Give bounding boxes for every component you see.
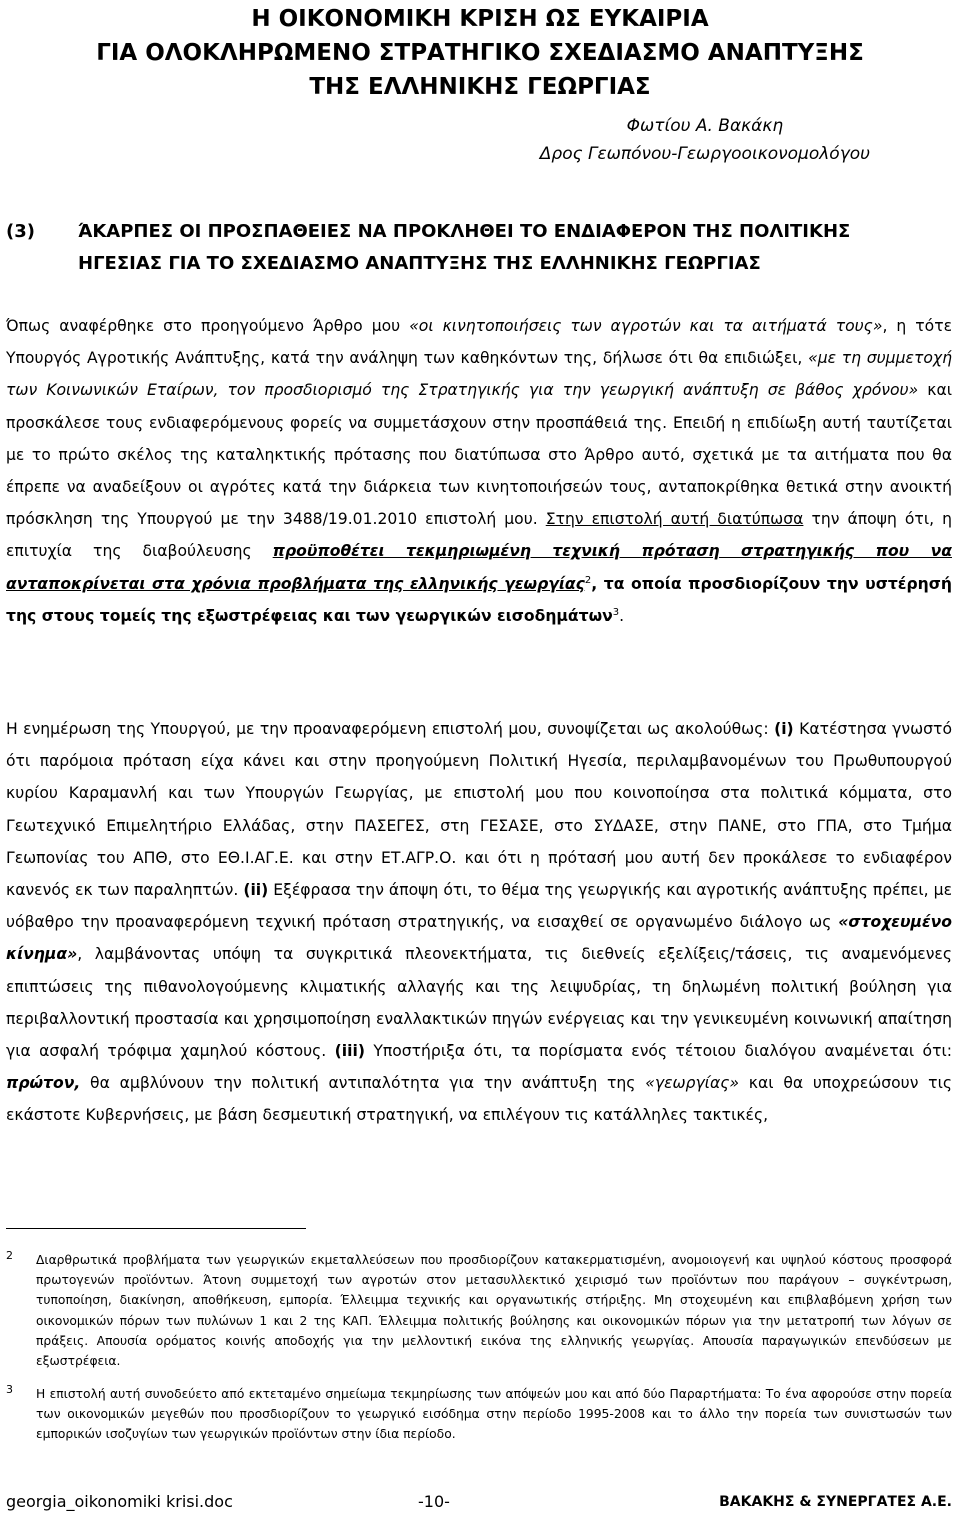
p2-text: , λαμβάνοντας υπόψη τα συγκριτικά πλεονεκτήματα, τις διεθνείς εξελίξεις/τάσεις, τις αναμενόμενες επιπτώσεις της πιθανολογούμενης κλιματικής αλλαγής και της λειψυδρίας, τη δηλωμένη πολιτική βούληση για περιβαλλοντική προστασία και χρησιμοποίηση εναλλακτικών πηγών ενέργειας και την γενικευμένη κοινωνική απαίτηση για ασφαλή τρόφιμα χαμηλού κόστους.	[6, 945, 952, 1061]
footnote-text: Η επιστολή αυτή συνοδεύετο από εκτεταμένο σημείωμα τεκμηρίωσης των απόψεών μου και από δύο Παραρτήματα: Το ένα αφορούσε στην πορεία των οικονομικών μεγεθών που προσδιορίζουν το γεωργικό εισόδημα στην περίοδο 1995-2008 και το άλλο την πορεία των συνιστωσών των εμπορικών ισοζυγίων των γεωργικών προϊόντων στην ίδια περίοδο.	[36, 1387, 952, 1442]
author-role: Δρος Γεωπόνου-Γεωργοοικονομολόγου	[539, 144, 870, 164]
p2-text: Κατέστησα γνωστό ότι παρόμοια πρόταση είχα κάνει και στην προηγούμενη Πολιτική Ηγεσία, περιλαμβανομένων του Πρωθυπουργού κυρίου Καραμανλή και των Υπουργών Γεωργίας, με επιστολή μου που κοινοποίησα στα πολιτικά κόμματα, στο Γεωτεχνικό Επιμελητήριο Ελλάδας, στην ΠΑΣΕΓΕΣ, στη ΓΕΣΑΣΕ, στο ΣΥΔΑΣΕ, στην ΠΑΝΕ, στο ΓΠΑ, στο Τμήμα Γεωπονίας του ΑΠΘ, στο ΕΘ.Ι.ΑΓ.Ε. και στην ΕΤ.ΑΓΡ.Ο. και ότι η πρότασή μου αυτή δεν προκάλεσε το ενδιαφέρον κανενός εκ των παραληπτών.	[6, 720, 952, 900]
title-line-2: ΓΙΑ ΟΛΟΚΛΗΡΩΜΕΝΟ ΣΤΡΑΤΗΓΙΚΟ ΣΧΕΔΙΑΣΜΟ ΑΝΑΠΤΥΞΗΣ	[96, 40, 864, 66]
p1-text: την άποψη ότι, η επιτυχία της διαβούλευσης	[6, 510, 952, 561]
footnote-ref-2[interactable]: 2	[584, 574, 592, 586]
footnote-2	[6, 1250, 952, 1371]
p1-underlined-text: Στην επιστολή αυτή διατύπωσα	[545, 510, 804, 529]
p2-text: και θα υποχρεώσουν τις εκάστοτε Κυβερνήσεις, με βάση δεσμευτική στρατηγική, να επιλέγουν τις κατάλληλες τακτικές,	[6, 1074, 953, 1125]
section-heading	[6, 216, 930, 280]
title-line-1: Η ΟΙΚΟΝΟΜΙΚΗ ΚΡΙΣΗ ΩΣ ΕΥΚΑΙΡΙΑ	[251, 6, 709, 32]
footer-filename: georgia_oikonomiki krisi.doc	[6, 1492, 233, 1511]
p1-text: , η τότε Υπουργός Αγροτικής Ανάπτυξης, κατά την ανάληψη των καθηκόντων της, δήλωσε ότι θα επιδιώξει,	[6, 317, 953, 368]
p2-text: Υποστήριξα ότι, τα πορίσματα ενός τέτοιου διαλόγου αναμένεται ότι:	[364, 1042, 952, 1061]
p1-quote-article: «οι κινητοποιήσεις των αγροτών και τα αιτήματά τους»	[409, 317, 883, 335]
page-footer	[6, 1492, 952, 1518]
p1-text: Όπως αναφέρθηκε στο προηγούμενο Άρθρο μου	[6, 317, 410, 335]
p1-quote-minister: «με τη συμμετοχή των Κοινωνικών Εταίρων, τον προσδιορισμό της Στρατηγικής για την γεωργική ανάπτυξη σε βάθος χρόνου»	[6, 349, 952, 400]
footer-company: ΒΑΚΑΚΗΣ & ΣΥΝΕΡΓΑΤΕΣ Α.Ε.	[719, 1494, 952, 1510]
p2-text: Η ενημέρωση της Υπουργού, με την προαναφερόμενη επιστολή μου, συνοψίζεται ως ακολούθως:	[6, 720, 775, 738]
p2-emphasis: πρώτον,	[6, 1074, 81, 1093]
footnote-separator	[6, 1228, 306, 1229]
p2-emphasis: «στοχευμένο κίνημα»	[6, 913, 952, 964]
p1-text: .	[619, 606, 625, 625]
p1-text: και προσκάλεσε τους ενδιαφερόμενους φορείς να συμμετάσχουν στην προσπάθειά της. Επειδή η επιδίωξη αυτή ταυτίζεται με το πρώτο σκέλος της καταληκτικής πρότασης που διατύπωσα στο Άρθρο αυτό, σχετικά με τα αιτήματα που θα έπρεπε να αναδείξουν οι αγρότες κατά την διάρκεια των κινητοποιήσεών τους, ανταποκρίθηκα θετικά στην ανοικτή πρόσκληση της Υπουργού με την 3488/19.01.2010 επιστολή μου.	[6, 381, 952, 529]
item-marker-ii: (ii)	[243, 881, 269, 900]
section-number: (3)	[6, 221, 35, 242]
title-line-3: ΤΗΣ ΕΛΛΗΝΙΚΗΣ ΓΕΩΡΓΙΑΣ	[309, 74, 651, 100]
author-name: Φωτίου Α. Βακάκη	[626, 116, 784, 136]
paragraph-1	[6, 310, 952, 632]
section-heading-text: ΆΚΑΡΠΕΣ ΟΙ ΠΡΟΣΠΑΘΕΙΕΣ ΝΑ ΠΡΟΚΛΗΘΕΙ ΤΟ ΕΝΔΙΑΦΕΡΟΝ ΤΗΣ ΠΟΛΙΤΙΚΗΣ ΗΓΕΣΙΑΣ ΓΙΑ ΤΟ ΣΧΕΔΙΑΣΜΟ ΑΝΑΠΤΥΞΗΣ ΤΗΣ ΕΛΛΗΝΙΚΗΣ ΓΕΩΡΓΙΑΣ	[78, 221, 851, 274]
p2-text: θα αμβλύνουν την πολιτική αντιπαλότητα για την ανάπτυξη της	[80, 1074, 646, 1093]
footnote-3	[6, 1384, 952, 1445]
footnote-mark: 2	[6, 1249, 13, 1262]
item-marker-i: (i)	[774, 720, 794, 738]
footer-page-number: -10-	[418, 1492, 450, 1511]
paragraph-2	[6, 713, 952, 1132]
p2-text: Εξέφρασα την άποψη ότι, το θέμα της γεωργικής και αγροτικής ανάπτυξης πρέπει, με υόβαθρο την προαναφερόμενη τεχνική πρόταση στρατηγικής, να εισαχθεί σε οργανωμένο διάλογο ως	[6, 881, 952, 932]
item-marker-iii: (iii)	[334, 1042, 365, 1061]
p1-text: , τα οποία προσδιορίζουν την υστέρησή της στους τομείς της εξωστρέφειας και των γεωργικών εισοδημάτων	[6, 574, 953, 625]
p1-emphasis: προϋποθέτει τεκμηριωμένη τεχνική πρόταση στρατηγικής που να ανταποκρίνεται στα χρόνια προβλήματα της ελληνικής γεωργίας	[6, 542, 952, 593]
document-title	[0, 2, 960, 104]
p2-quote: «γεωργίας»	[645, 1074, 740, 1093]
footnote-ref-3[interactable]: 3	[612, 606, 620, 618]
footnote-mark: 3	[6, 1383, 13, 1396]
footnote-text: Διαρθρωτικά προβλήματα των γεωργικών εκμεταλλεύσεων που προσδιορίζουν κατακερματισμένη, ανομοιογενή και υψηλού κόστους προσφορά πρωτογενών προϊόντων. Άτονη συμμετοχή των αγροτών στον μετασυλλεκτικό χειρισμό των προϊόντων που παράγουν – συγκέντρωση, τυποποίηση, διακίνηση, αποθήκευση, εμπορία. Έλλειμμα τεχνικής και οργανωτικής στήριξης. Μη στοχευμένη και επιβλαβόμενη χρήση των οικονομικών πόρων των πυλώνων 1 και 2 της ΚΑΠ. Έλλειμμα πολιτικής βούλησης και οικονομικών πόρων για την μετατροπή των λόγων σε πράξεις. Απουσία ορόματος κοινής αποδοχής για την μελλοντική εικόνα της ελληνικής γεωργίας. Απουσία παραγωγικών επενδύσεων με εξωστρέφεια.	[36, 1253, 952, 1369]
author-block	[540, 112, 870, 168]
